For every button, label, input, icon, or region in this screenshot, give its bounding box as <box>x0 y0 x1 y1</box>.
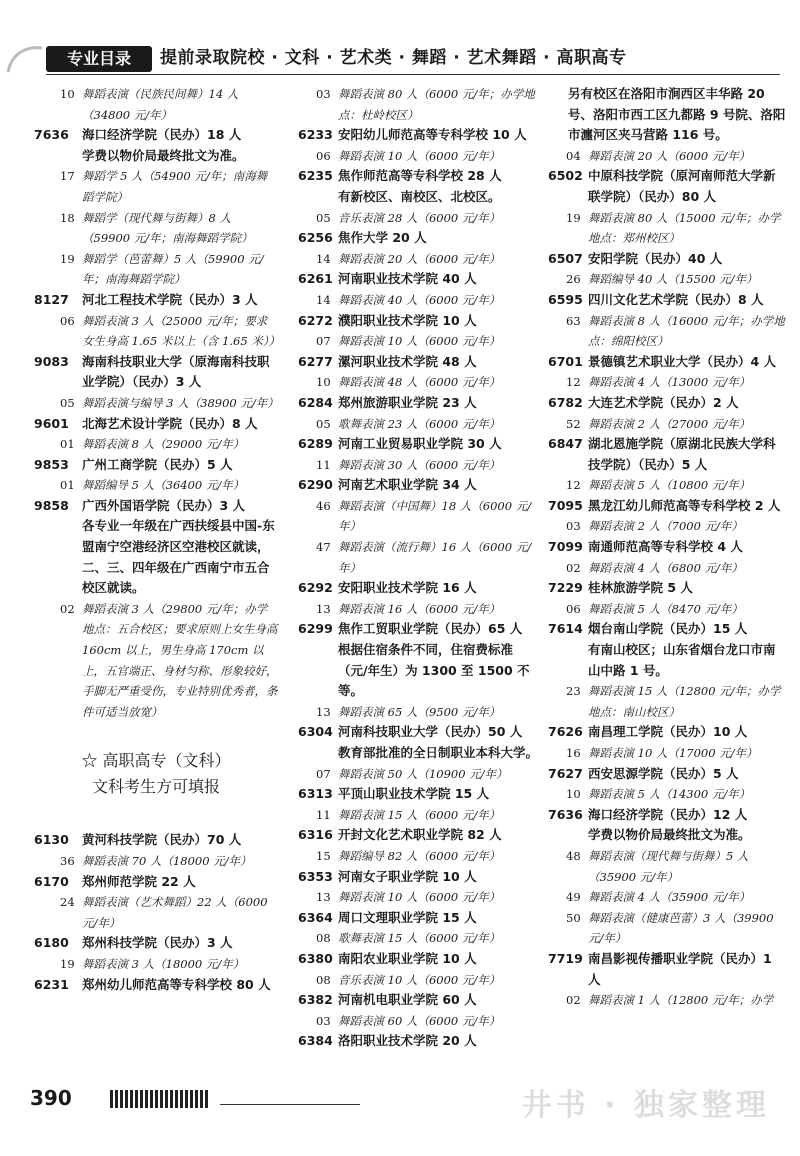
school-name: 北海艺术设计学院（民办）8 人 <box>82 415 258 431</box>
school-name: 焦作大学 20 人 <box>338 230 427 246</box>
school-entry <box>34 414 278 435</box>
school-entry <box>548 805 786 826</box>
major-text: 舞蹈表演 20 人（6000 元/年） <box>588 148 751 163</box>
major-code: 14 <box>316 251 331 266</box>
school-entry <box>298 269 542 290</box>
school-name: 广西外国语学院（民办）3 人 <box>82 497 246 513</box>
school-entry <box>34 975 278 996</box>
school-code: 7719 <box>548 950 583 966</box>
major-entry <box>34 249 278 290</box>
school-code: 7229 <box>548 580 583 596</box>
section-tag: 专业目录 <box>46 46 152 72</box>
school-name: 焦作工贸职业学院（民办）65 人 <box>338 621 523 637</box>
major-entry <box>34 311 281 352</box>
major-code: 50 <box>566 910 581 925</box>
major-text: 舞蹈表演 8 人（29000 元/年） <box>82 437 245 452</box>
school-entry <box>298 125 542 146</box>
school-name: 郑州科技学院（民办）3 人 <box>82 935 233 951</box>
major-entry <box>34 166 278 207</box>
major-text: 舞蹈表演 4 人（6800 元/年） <box>588 560 743 575</box>
school-code: 6261 <box>298 271 333 287</box>
school-entry <box>298 475 542 496</box>
major-entry <box>548 599 786 620</box>
school-name: 河北工程技术学院（民办）3 人 <box>82 291 258 307</box>
school-code: 6180 <box>34 935 69 951</box>
major-entry <box>548 311 786 352</box>
school-entry <box>548 537 786 558</box>
school-code: 6782 <box>548 394 583 410</box>
school-note: 根据住宿条件不同，住宿费标准（元/年生）为 1300 至 1500 不等。 <box>338 642 530 699</box>
school-code: 7099 <box>548 539 583 555</box>
school-entry <box>548 434 786 475</box>
major-entry <box>548 846 786 887</box>
school-entry <box>298 311 542 332</box>
major-code: 36 <box>60 854 75 868</box>
school-code: 9083 <box>34 353 69 369</box>
major-entry <box>298 372 542 393</box>
major-entry <box>548 372 786 393</box>
major-text: 舞蹈表演 2 人（27000 元/年） <box>588 416 751 431</box>
major-code: 08 <box>316 931 331 946</box>
major-code: 12 <box>566 375 581 390</box>
major-text: 舞蹈表演 3 人（18000 元/年） <box>82 956 245 971</box>
school-code: 6284 <box>298 394 333 410</box>
major-code: 63 <box>566 313 581 328</box>
major-text: 音乐表演 28 人（6000 元/年） <box>338 210 501 225</box>
school-name: 漯河职业技术学院 48 人 <box>338 353 477 369</box>
major-text: 音乐表演 10 人（6000 元/年） <box>338 972 501 987</box>
major-text: 舞蹈表演 10 人（6000 元/年） <box>338 334 501 349</box>
major-code: 52 <box>566 416 581 431</box>
major-code: 19 <box>566 210 581 225</box>
major-entry <box>34 851 278 872</box>
column-3 <box>548 84 786 1011</box>
major-entry <box>298 846 542 867</box>
school-code: 6847 <box>548 436 583 452</box>
major-entry <box>34 954 278 975</box>
major-text: 舞蹈表演 70 人（18000 元/年） <box>82 854 252 868</box>
major-text: 舞蹈表演 50 人（10900 元/年） <box>338 766 508 781</box>
school-entry <box>34 455 278 476</box>
major-entry <box>298 208 542 229</box>
school-entry <box>34 830 278 851</box>
major-entry <box>298 702 542 723</box>
school-name: 河南科技职业大学（民办）50 人 <box>338 724 523 740</box>
major-text: 舞蹈表演（健康芭蕾）3 人（39900 元/年） <box>588 910 774 946</box>
school-code: 6364 <box>298 909 333 925</box>
school-name: 河南艺术职业学院 34 人 <box>338 477 477 493</box>
school-name: 平顶山职业技术学院 15 人 <box>338 786 490 802</box>
school-code: 9853 <box>34 456 69 472</box>
major-text: 舞蹈表演（艺术舞蹈）22 人（6000 元/年） <box>82 895 268 930</box>
major-text: 舞蹈表演 5 人（10800 元/年） <box>588 478 751 493</box>
major-code: 19 <box>60 251 75 266</box>
school-entry <box>548 619 786 640</box>
major-code: 15 <box>316 848 331 863</box>
school-note: 学费以物价局最终批文为准。 <box>82 147 245 163</box>
school-code: 6384 <box>298 1033 333 1049</box>
school-name: 景德镇艺术职业大学（民办）4 人 <box>588 353 777 369</box>
major-code: 02 <box>566 560 581 575</box>
school-name: 海南科技职业大学（原海南科技职业学院）（民办）3 人 <box>82 353 270 390</box>
major-text: 舞蹈表演 80 人（15000 元/年；办学地点：郑州校区） <box>588 210 781 246</box>
school-code: 6316 <box>298 827 333 843</box>
school-name: 南阳农业职业学院 10 人 <box>338 950 477 966</box>
major-entry <box>298 496 542 537</box>
major-entry <box>298 764 542 785</box>
school-name: 洛阳职业技术学院 20 人 <box>338 1033 477 1049</box>
major-text: 舞蹈表演 20 人（6000 元/年） <box>338 251 501 266</box>
school-name: 焦作师范高等专科学校 28 人 <box>338 168 502 184</box>
major-entry <box>298 970 542 991</box>
school-entry <box>34 872 278 893</box>
school-name: 海口经济学院（民办）18 人 <box>82 127 242 143</box>
school-entry <box>548 393 786 414</box>
school-code: 6233 <box>298 127 333 143</box>
major-entry <box>34 208 278 249</box>
major-code: 16 <box>566 746 581 760</box>
major-text: 舞蹈表演 4 人（35900 元/年） <box>588 890 751 905</box>
school-code: 6299 <box>298 621 333 637</box>
major-code: 19 <box>60 956 75 971</box>
school-name: 南昌影视传播职业学院（民办）1 人 <box>588 950 772 987</box>
section-heading: ☆ 高职高专（文科） <box>81 751 231 771</box>
major-entry <box>548 146 786 167</box>
major-text: 歌舞表演 15 人（6000 元/年） <box>338 931 501 946</box>
school-entry <box>298 578 542 599</box>
school-entry <box>548 166 786 207</box>
school-name: 周口文理职业学院 15 人 <box>338 909 477 925</box>
major-code: 23 <box>566 684 581 699</box>
major-code: 14 <box>316 292 331 307</box>
major-entry <box>548 908 786 949</box>
major-text: 舞蹈表演（中国舞）18 人（6000 元/年） <box>338 498 532 534</box>
major-code: 05 <box>316 210 331 225</box>
major-entry <box>298 455 542 476</box>
school-name: 河南机电职业学院 60 人 <box>338 992 477 1008</box>
school-name: 安阳幼儿师范高等专科学校 10 人 <box>338 127 527 143</box>
major-text: 舞蹈表演 48 人（6000 元/年） <box>338 375 501 390</box>
major-text: 舞蹈编导 82 人（6000 元/年） <box>338 848 501 863</box>
major-code: 08 <box>316 972 331 987</box>
school-name: 广州工商学院（民办）5 人 <box>82 456 233 472</box>
school-entry <box>548 578 786 599</box>
school-entry <box>298 908 542 929</box>
major-text: 舞蹈表演 10 人（17000 元/年） <box>588 746 758 760</box>
school-name: 黄河科技学院（民办）70 人 <box>82 832 242 848</box>
school-code: 7627 <box>548 765 583 781</box>
school-name: 四川文化艺术学院（民办）8 人 <box>588 291 764 307</box>
major-text: 舞蹈表演 15 人（12800 元/年；办学地点：南山校区） <box>588 684 781 719</box>
school-entry <box>34 933 278 954</box>
school-entry <box>298 949 542 970</box>
major-text: 舞蹈表演与编导 3 人（38900 元/年） <box>82 395 279 410</box>
major-code: 18 <box>60 210 75 225</box>
header-rule <box>46 74 780 75</box>
school-name: 桂林旅游学院 5 人 <box>588 580 693 596</box>
major-code: 48 <box>566 848 581 863</box>
school-name: 黑龙江幼儿师范高等专科学校 2 人 <box>588 497 781 513</box>
major-text: 舞蹈表演 30 人（6000 元/年） <box>338 457 501 472</box>
major-code: 06 <box>316 148 331 163</box>
major-code: 07 <box>316 766 331 781</box>
school-code: 7636 <box>548 806 583 822</box>
school-code: 6595 <box>548 291 583 307</box>
major-text: 舞蹈表演（现代舞与街舞）5 人（35900 元/年） <box>588 848 749 884</box>
school-name: 郑州幼儿师范高等专科学校 80 人 <box>82 976 271 992</box>
school-name: 开封文化艺术职业学院 82 人 <box>338 827 502 843</box>
major-entry <box>548 681 786 722</box>
school-code: 7636 <box>34 127 69 143</box>
major-code: 26 <box>566 272 581 287</box>
school-entry <box>298 393 542 414</box>
major-entry <box>298 805 542 826</box>
major-code: 13 <box>316 890 331 905</box>
school-code: 7095 <box>548 497 583 513</box>
major-text: 舞蹈表演（流行舞）16 人（6000 元/年） <box>338 540 532 575</box>
school-note: 学费以物价局最终批文为准。 <box>588 827 751 843</box>
school-name: 河南工业贸易职业学院 30 人 <box>338 436 502 452</box>
major-text: 舞蹈学（现代舞与街舞）8 人（59900 元/年；南海舞蹈学院） <box>82 210 253 246</box>
school-code: 6289 <box>298 436 333 452</box>
major-code: 49 <box>566 890 581 905</box>
major-code: 47 <box>316 540 331 555</box>
school-entry <box>298 166 542 187</box>
major-text: 舞蹈学（芭蕾舞）5 人（59900 元/年；南海舞蹈学院） <box>82 251 264 287</box>
major-entry <box>548 990 786 1011</box>
footer-rule <box>220 1104 360 1105</box>
school-code: 6272 <box>298 312 333 328</box>
school-name: 河南职业技术学院 40 人 <box>338 271 477 287</box>
school-code: 6292 <box>298 580 333 596</box>
major-code: 03 <box>566 519 581 534</box>
school-name: 烟台南山学院（民办）15 人 <box>588 621 748 637</box>
major-text: 舞蹈表演 3 人（25000 元/年；要求女生身高 1.65 米以上（含 1.65 米）） <box>82 313 281 349</box>
school-entry <box>548 764 786 785</box>
column-2 <box>298 84 542 1052</box>
school-name: 安阳学院（民办）40 人 <box>588 250 723 266</box>
school-code: 7626 <box>548 724 583 740</box>
major-text: 舞蹈表演 3 人（29800 元/年；办学地点：五合校区；要求原则上女生身高 160cm 以上，男生身高 170cm 以上，五官端正、身材匀称、形象较好，手脚无严重受伤，专业特别优秀者，条件可适当放宽） <box>82 601 278 719</box>
school-name: 安阳职业技术学院 16 人 <box>338 580 477 596</box>
major-entry <box>548 269 786 290</box>
major-text: 舞蹈表演 1 人（12800 元/年；办学 <box>588 993 774 1008</box>
school-code: 6256 <box>298 230 333 246</box>
school-code: 6313 <box>298 786 333 802</box>
major-code: 10 <box>316 375 331 390</box>
major-entry <box>298 414 542 435</box>
school-name: 大连艺术学院（民办）2 人 <box>588 394 739 410</box>
major-text: 舞蹈表演 10 人（6000 元/年） <box>338 148 501 163</box>
school-note: 另有校区在洛阳市涧西区丰华路 20 号、洛阳市西工区九都路 9 号院、洛阳市瀍河区夹马营路 116 号。 <box>568 86 786 143</box>
school-code: 6507 <box>548 250 583 266</box>
major-code: 11 <box>316 457 331 472</box>
major-text: 舞蹈表演 15 人（6000 元/年） <box>338 807 501 822</box>
major-entry <box>298 290 542 311</box>
school-note: 各专业一年级在广西扶绥县中国-东盟南宁空港经济区空港校区就读，二、三、四年级在广西南宁市五合校区就读。 <box>82 518 275 596</box>
school-name: 郑州旅游职业学院 23 人 <box>338 394 477 410</box>
major-code: 10 <box>566 787 581 802</box>
major-text: 舞蹈编导 40 人（15500 元/年） <box>588 272 758 287</box>
school-entry <box>298 434 542 455</box>
school-entry <box>298 990 542 1011</box>
school-entry <box>298 1031 542 1052</box>
major-code: 01 <box>60 478 75 493</box>
major-code: 05 <box>60 395 75 410</box>
major-entry <box>548 475 786 496</box>
school-code: 6290 <box>298 477 333 493</box>
school-entry <box>34 352 278 393</box>
major-code: 04 <box>566 148 581 163</box>
major-code: 02 <box>60 601 75 616</box>
major-text: 舞蹈表演 5 人（8470 元/年） <box>588 601 743 616</box>
major-entry <box>34 599 278 723</box>
school-code: 6382 <box>298 992 333 1008</box>
major-entry <box>548 414 786 435</box>
school-name: 西安思源学院（民办）5 人 <box>588 765 739 781</box>
major-entry <box>298 537 542 578</box>
major-code: 03 <box>316 87 331 101</box>
major-text: 舞蹈表演 5 人（14300 元/年） <box>588 787 751 802</box>
major-entry <box>548 887 786 908</box>
school-name: 濮阳职业技术学院 10 人 <box>338 312 477 328</box>
school-code: 6502 <box>548 168 583 184</box>
major-code: 02 <box>566 993 581 1008</box>
school-name: 南昌理工学院（民办）10 人 <box>588 724 748 740</box>
school-code: 8127 <box>34 291 69 307</box>
school-code: 6701 <box>548 353 583 369</box>
major-entry <box>34 393 278 414</box>
major-text: 舞蹈表演 40 人（6000 元/年） <box>338 292 501 307</box>
major-code: 05 <box>316 416 331 431</box>
school-code: 9601 <box>34 415 69 431</box>
school-entry <box>298 784 542 805</box>
school-entry <box>298 825 542 846</box>
school-note: 教育部批准的全日制职业本科大学。 <box>338 745 539 760</box>
major-entry <box>298 1011 542 1032</box>
major-entry <box>34 475 278 496</box>
page-number: 390 <box>30 1086 72 1110</box>
major-entry <box>548 743 786 764</box>
school-name: 中原科技学院（原河南师范大学新联学院）（民办）80 人 <box>588 168 776 204</box>
major-entry <box>548 784 786 805</box>
major-text: 舞蹈表演 10 人（6000 元/年） <box>338 890 501 905</box>
major-text: 歌舞表演 23 人（6000 元/年） <box>338 416 501 431</box>
school-entry <box>34 496 278 517</box>
footer-barcode-decoration <box>110 1090 210 1108</box>
school-entry <box>298 619 542 640</box>
major-text: 舞蹈学 5 人（54900 元/年；南海舞蹈学院） <box>82 169 268 204</box>
school-code: 6277 <box>298 353 333 369</box>
school-note: 有南山校区；山东省烟台龙口市南山中路 1 号。 <box>588 642 776 678</box>
school-code: 6380 <box>298 950 333 966</box>
school-entry <box>548 496 786 517</box>
school-code: 6231 <box>34 976 69 992</box>
major-text: 舞蹈表演 16 人（6000 元/年） <box>338 601 501 616</box>
school-code: 7614 <box>548 621 583 637</box>
major-entry <box>298 331 542 352</box>
school-code: 6353 <box>298 868 333 884</box>
school-name: 郑州师范学院 22 人 <box>82 873 196 889</box>
major-entry <box>548 558 786 579</box>
header-swoosh-icon <box>4 42 44 76</box>
major-entry <box>298 249 542 270</box>
major-entry <box>34 892 278 933</box>
school-entry <box>298 352 542 373</box>
major-code: 03 <box>316 1013 331 1028</box>
school-entry <box>548 352 786 373</box>
major-code: 07 <box>316 334 331 349</box>
major-entry <box>548 208 786 249</box>
major-text: 舞蹈表演 2 人（7000 元/年） <box>588 519 743 534</box>
page-header <box>0 38 800 78</box>
footer-watermark: 井书 · 独家整理 <box>521 1088 770 1123</box>
major-code: 10 <box>60 87 75 101</box>
major-text: 舞蹈表演 60 人（6000 元/年） <box>338 1013 501 1028</box>
school-name: 海口经济学院（民办）12 人 <box>588 806 748 822</box>
major-text: 舞蹈编导 5 人（36400 元/年） <box>82 478 245 493</box>
major-entry <box>298 146 542 167</box>
major-code: 17 <box>60 169 75 184</box>
major-code: 11 <box>316 807 331 822</box>
major-code: 01 <box>60 437 75 452</box>
school-code: 6235 <box>298 168 333 184</box>
major-code: 12 <box>566 478 581 493</box>
school-entry <box>548 290 786 311</box>
major-entry <box>298 599 542 620</box>
school-name: 湖北恩施学院（原湖北民族大学科技学院）（民办）5 人 <box>588 436 776 472</box>
major-entry <box>298 928 542 949</box>
school-entry <box>548 722 786 743</box>
major-code: 13 <box>316 704 331 719</box>
school-code: 6130 <box>34 832 69 848</box>
header-subtitle: 提前录取院校 · 文科 · 艺术类 · 舞蹈 · 艺术舞蹈 · 高职高专 <box>160 48 627 68</box>
major-code: 06 <box>60 313 75 328</box>
school-entry <box>298 722 542 743</box>
school-entry <box>548 949 786 990</box>
school-code: 6170 <box>34 873 69 889</box>
major-entry <box>548 516 786 537</box>
column-1 <box>34 84 281 995</box>
school-entry <box>34 125 278 146</box>
major-text: 舞蹈表演 80 人（6000 元/年；办学地点：杜岭校区） <box>338 87 535 122</box>
major-text: 舞蹈表演 4 人（13000 元/年） <box>588 375 751 390</box>
major-code: 24 <box>60 895 75 910</box>
section-subheading: 文科考生方可填报 <box>91 777 220 797</box>
school-note: 有新校区、南校区、北校区。 <box>338 188 501 204</box>
school-entry <box>298 867 542 888</box>
school-entry <box>34 290 278 311</box>
page-footer <box>30 1080 790 1130</box>
major-entry <box>298 84 542 125</box>
major-entry <box>34 84 278 125</box>
major-entry <box>34 434 278 455</box>
school-name: 河南女子职业学院 10 人 <box>338 868 477 884</box>
major-text: 舞蹈表演 8 人（16000 元/年；办学地点：绵阳校区） <box>588 313 785 349</box>
school-name: 南通师范高等专科学校 4 人 <box>588 539 743 555</box>
school-entry <box>298 228 542 249</box>
school-code: 9858 <box>34 497 69 513</box>
school-code: 6304 <box>298 724 333 740</box>
major-code: 13 <box>316 601 331 616</box>
major-text: 舞蹈表演 65 人（9500 元/年） <box>338 704 501 719</box>
major-code: 06 <box>566 601 581 616</box>
major-code: 46 <box>316 498 331 513</box>
major-entry <box>298 887 542 908</box>
major-text: 舞蹈表演（民族民间舞）14 人（34800 元/年） <box>82 87 239 122</box>
school-entry <box>548 249 786 270</box>
